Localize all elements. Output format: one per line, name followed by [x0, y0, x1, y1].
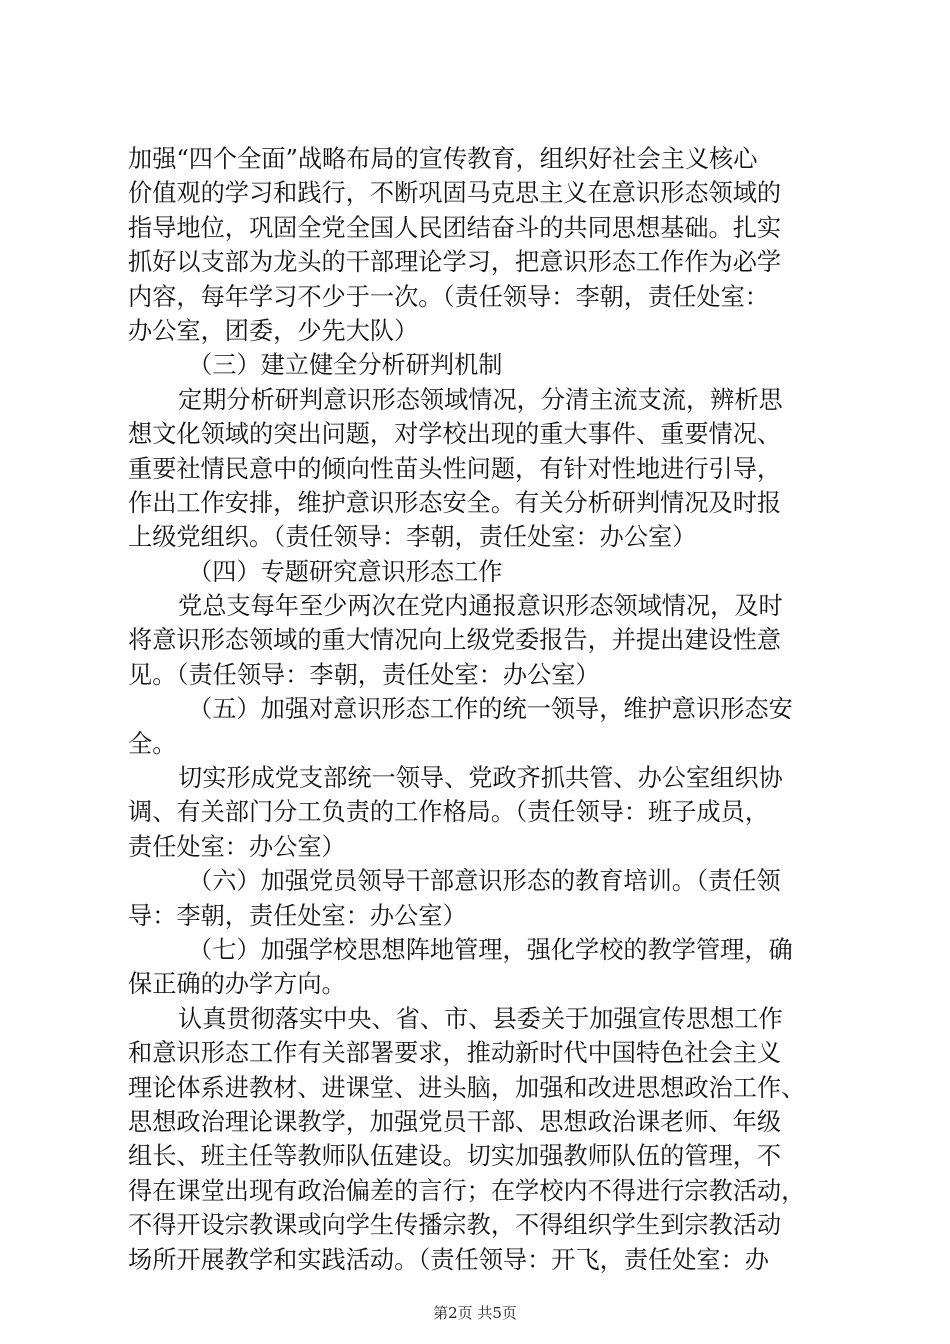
- body-line: 不得开设宗教课或向学生传播宗教，不得组织学生到宗教活动: [128, 1211, 782, 1240]
- body-line: 将意识形态领域的重大情况向上级党委报告，并提出建设性意: [128, 626, 782, 655]
- body-line: 指导地位，巩固全党全国人民团结奋斗的共同思想基础。扎实: [128, 213, 782, 242]
- body-line: 场所开展教学和实践活动。（责任领导：开飞，责任处室：办: [128, 1245, 769, 1274]
- body-line: 加强“四个全面”战略布局的宣传教育，组织好社会主义核心: [128, 145, 758, 173]
- section-heading: （五）加强对意识形态工作的统一领导，维护意识形态安: [188, 695, 793, 724]
- body-line: 价值观的学习和践行，不断巩固马克思主义在意识形态领域的: [128, 179, 782, 208]
- section-heading: （三）建立健全分析研判机制: [188, 351, 503, 380]
- section-heading: （四）专题研究意识形态工作: [188, 557, 503, 586]
- body-line: 上级党组织。（责任领导：李朝，责任处室：办公室）: [128, 523, 697, 552]
- document-body: [128, 142, 828, 1277]
- body-line: 思想政治理论课教学，加强党员干部、思想政治课老师、年级: [128, 1107, 782, 1136]
- body-line: 得在课堂出现有政治偏差的言行；在学校内不得进行宗教活动，: [128, 1176, 806, 1205]
- body-line: 责任处室：办公室）: [128, 832, 346, 861]
- paragraph-first-line: 认真贯彻落实中央、省、市、县委关于加强宣传思想工作: [178, 1004, 783, 1033]
- body-line: 和意识形态工作有关部署要求，推动新时代中国特色社会主义: [128, 1039, 782, 1068]
- paragraph-first-line: 党总支每年至少两次在党内通报意识形态领域情况，及时: [178, 592, 783, 621]
- body-line: 理论体系进教材、进课堂、进头脑，加强和改进思想政治工作、: [128, 1073, 806, 1102]
- paragraph-first-line: 定期分析研判意识形态领域情况，分清主流支流，辨析思: [178, 385, 783, 414]
- body-line: 抓好以支部为龙头的干部理论学习，把意识形态工作作为必学: [128, 248, 782, 277]
- section-heading-continued: 保正确的办学方向。: [128, 970, 346, 999]
- body-line: 内容，每年学习不少于一次。（责任领导：李朝，责任处室：: [128, 282, 769, 311]
- body-line: 调、有关部门分工负责的工作格局。（责任领导：班子成员，: [128, 798, 769, 827]
- page-number-footer: 第2页 共5页: [433, 1304, 517, 1322]
- body-line: 组长、班主任等教师队伍建设。切实加强教师队伍的管理，不: [128, 1142, 782, 1171]
- section-heading-continued: 全。: [128, 729, 177, 758]
- body-line: 办公室，团委，少先大队）: [128, 316, 419, 345]
- section-heading: （六）加强党员领导干部意识形态的教育培训。（责任领: [188, 867, 781, 896]
- section-heading-continued: 导：李朝，责任处室：办公室）: [128, 901, 467, 930]
- section-heading: （七）加强学校思想阵地管理，强化学校的教学管理，确: [188, 935, 793, 964]
- paragraph-first-line: 切实形成党支部统一领导、党政齐抓共管、办公室组织协: [178, 764, 783, 793]
- body-line: 见。（责任领导：李朝，责任处室：办公室）: [128, 660, 600, 689]
- body-line: 想文化领域的突出问题，对学校出现的重大事件、重要情况、: [128, 420, 782, 449]
- body-line: 重要社情民意中的倾向性苗头性问题，有针对性地进行引导，: [128, 454, 782, 483]
- body-line: 作出工作安排，维护意识形态安全。有关分析研判情况及时报: [128, 488, 782, 517]
